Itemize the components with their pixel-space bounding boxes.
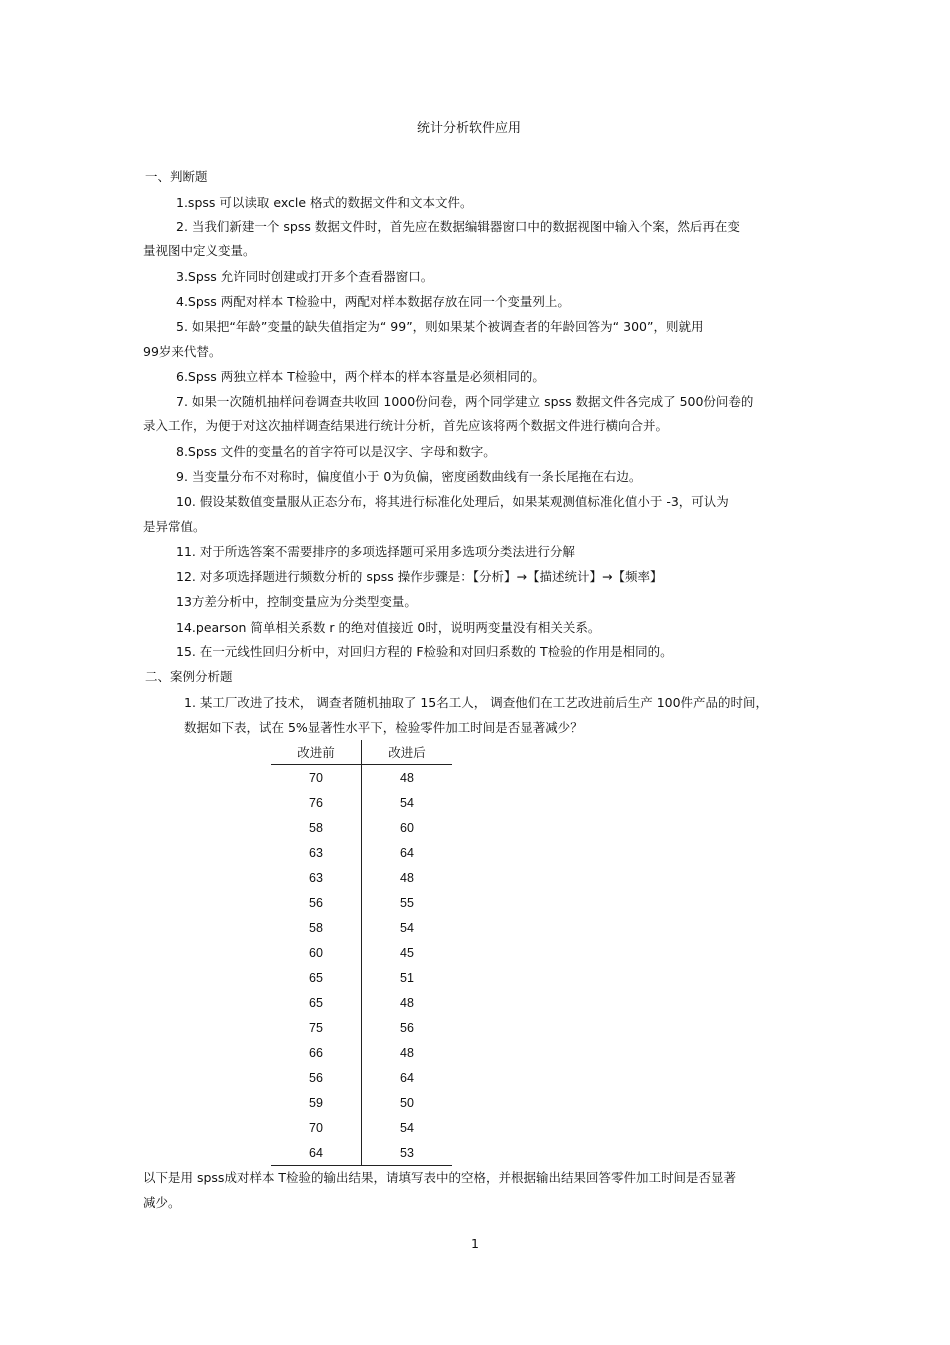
table-header-row (271, 740, 452, 765)
table-row (271, 1115, 452, 1140)
case-1-text: 1. 某工厂改进了技术， 调查者随机抽取了 15名工人， 调查他们在工艺改进前后生产 100件产品的时间， (184, 695, 769, 710)
question-3: 3.Spss 允许同时创建或打开多个查看器窗口。 (176, 269, 434, 284)
table-row (271, 890, 452, 915)
cell-after: 54 (400, 795, 414, 810)
table-row (271, 1015, 452, 1040)
table-row (271, 990, 452, 1015)
table-row (271, 840, 452, 865)
cell-after: 64 (400, 1070, 414, 1085)
question-10-continued: 是异常值。 (143, 519, 206, 534)
output-intro-text-continued: 减少。 (143, 1195, 181, 1210)
question-2: 2. 当我们新建一个 spss 数据文件时，首先应在数据编辑器窗口中的数据视图中输入个案，然后再在变 (176, 219, 740, 234)
column-header-before: 改进前 (271, 740, 362, 765)
case-1-text-continued: 数据如下表，试在 5%显著性水平下，检验零件加工时间是否显著减少？ (184, 720, 583, 735)
question-8: 8.Spss 文件的变量名的首字符可以是汉字、字母和数字。 (176, 444, 496, 459)
cell-after: 55 (400, 895, 414, 910)
cell-before: 70 (271, 765, 362, 791)
question-10: 10. 假设某数值变量服从正态分布，将其进行标准化处理后，如果某观测值标准化值小于 -3，可认为 (176, 494, 729, 509)
cell-after: 54 (400, 1120, 414, 1135)
page-number: 1 (471, 1236, 479, 1251)
cell-before: 60 (271, 940, 362, 965)
cell-before: 70 (271, 1115, 362, 1140)
table-row (271, 915, 452, 940)
column-header-after: 改进后 (362, 740, 453, 765)
table-row (271, 1090, 452, 1115)
cell-before: 64 (271, 1140, 362, 1166)
cell-after: 56 (400, 1020, 414, 1035)
question-12: 12. 对多项选择题进行频数分析的 spss 操作步骤是：【分析】→【描述统计】→【频率】 (176, 569, 663, 584)
question-5-continued: 99岁来代替。 (143, 344, 222, 359)
cell-before: 65 (271, 965, 362, 990)
question-9: 9. 当变量分布不对称时，偏度值小于 0为负偏，密度函数曲线有一条长尾拖在右边。 (176, 469, 642, 484)
table-row (271, 815, 452, 840)
cell-after: 45 (400, 945, 414, 960)
table-row (271, 1040, 452, 1065)
cell-after: 48 (400, 995, 414, 1010)
cell-after: 50 (400, 1095, 414, 1110)
question-13: 13方差分析中，控制变量应为分类型变量。 (176, 594, 417, 609)
cell-after: 54 (400, 920, 414, 935)
table-row (271, 790, 452, 815)
question-2-continued: 量视图中定义变量。 (143, 243, 256, 258)
table-body (271, 765, 452, 1166)
cell-before: 58 (271, 915, 362, 940)
output-intro-text: 以下是用 spss成对样本 T检验的输出结果，请填写表中的空格，并根据输出结果回答零件加工时间是否显著 (143, 1170, 737, 1185)
cell-before: 63 (271, 865, 362, 890)
cell-after: 48 (400, 770, 414, 785)
cell-after: 48 (400, 870, 414, 885)
question-5: 5. 如果把“年龄”变量的缺失值指定为“ 99”，则如果某个被调查者的年龄回答为“ 300”，则就用 (176, 319, 704, 334)
cell-before: 65 (271, 990, 362, 1015)
table-row (271, 940, 452, 965)
cell-before: 59 (271, 1090, 362, 1115)
cell-before: 63 (271, 840, 362, 865)
question-6: 6.Spss 两独立样本 T检验中，两个样本的样本容量是必须相同的。 (176, 369, 545, 384)
question-1: 1.spss 可以读取 excle 格式的数据文件和文本文件。 (176, 195, 473, 210)
cell-after: 64 (400, 845, 414, 860)
page-title: 统计分析软件应用 (416, 121, 521, 136)
cell-after: 53 (362, 1140, 453, 1166)
cell-after: 48 (400, 1045, 414, 1060)
table-row (271, 865, 452, 890)
cell-after: 51 (400, 970, 414, 985)
table-row (271, 1065, 452, 1090)
section-2-heading: 二、案例分析题 (145, 669, 233, 684)
question-11: 11. 对于所选答案不需要排序的多项选择题可采用多选项分类法进行分解 (176, 544, 575, 559)
section-1-heading: 一、判断题 (145, 169, 208, 184)
table-row (271, 965, 452, 990)
question-7-continued: 录入工作，为便于对这次抽样调查结果进行统计分析，首先应该将两个数据文件进行横向合并。 (143, 418, 669, 433)
cell-before: 56 (271, 1065, 362, 1090)
table-row (271, 1140, 452, 1166)
question-15: 15. 在一元线性回归分析中，对回归方程的 F检验和对回归系数的 T检验的作用是相同的。 (176, 644, 673, 659)
cell-before: 56 (271, 890, 362, 915)
question-14: 14.pearson 简单相关系数 r 的绝对值接近 0时，说明两变量没有相关关系。 (176, 620, 601, 635)
table-row (271, 765, 452, 791)
cell-before: 58 (271, 815, 362, 840)
cell-after: 60 (400, 820, 414, 835)
cell-before: 75 (271, 1015, 362, 1040)
cell-before: 76 (271, 790, 362, 815)
question-4: 4.Spss 两配对样本 T检验中，两配对样本数据存放在同一个变量列上。 (176, 294, 570, 309)
data-table (271, 740, 452, 1166)
question-7: 7. 如果一次随机抽样问卷调查共收回 1000份问卷，两个同学建立 spss 数据文件各完成了 500份问卷的 (176, 394, 754, 409)
cell-before: 66 (271, 1040, 362, 1065)
